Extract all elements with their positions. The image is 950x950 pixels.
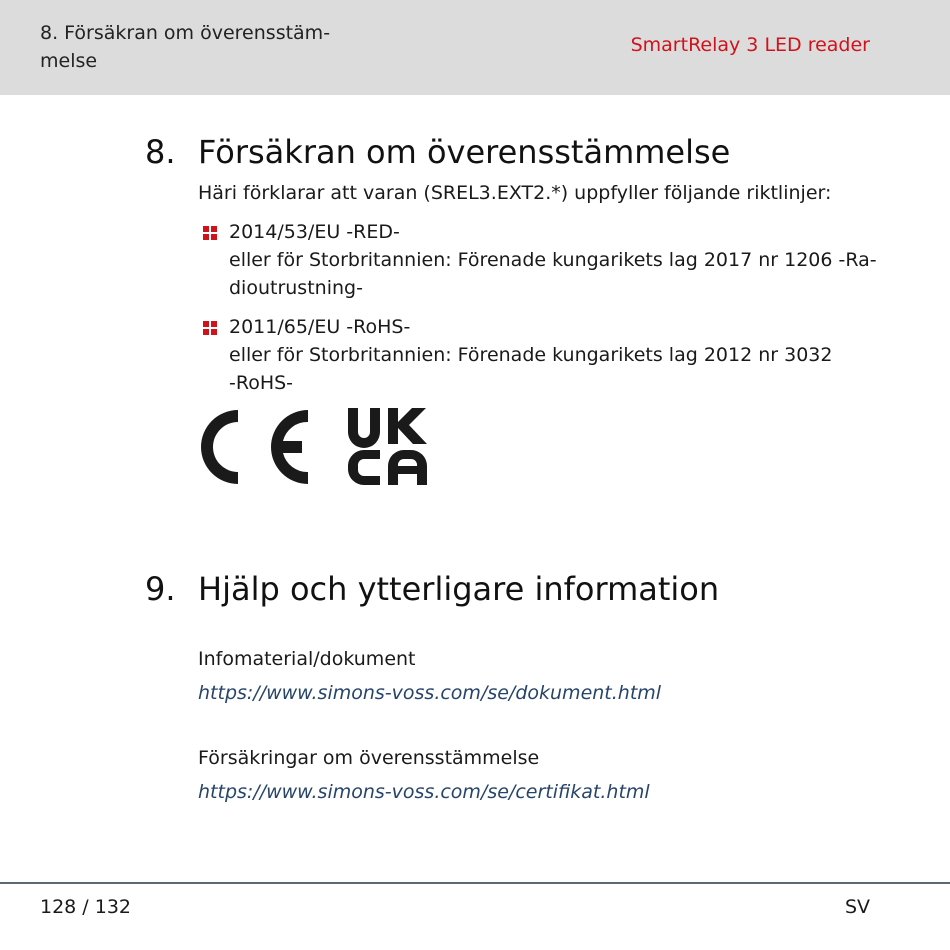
documents-link[interactable]: https://www.simons-voss.com/se/dokument.html [198, 682, 662, 704]
info-block-label: Infomaterial/dokument [198, 648, 416, 670]
section-9-heading [145, 569, 905, 609]
directive-line: eller för Storbritannien: Förenade kungarikets lag 2012 nr 3032 [229, 344, 833, 366]
section-9-number: 9. [145, 570, 176, 608]
bullet-square-icon [203, 321, 217, 335]
certificates-link[interactable]: https://www.simons-voss.com/se/certifikat.html [198, 781, 650, 803]
page-number: 128 / 132 [40, 896, 132, 918]
section-8-heading [145, 132, 905, 172]
footer-divider [0, 882, 950, 884]
language-code: SV [844, 896, 870, 918]
conformity-marks [198, 404, 438, 490]
ce-mark-icon [201, 410, 308, 484]
header-section-title [40, 19, 360, 75]
directive-line: dioutrustning- [229, 277, 363, 299]
directive-line: 2014/53/EU -RED- [229, 221, 400, 243]
directive-line: 2011/65/EU -RoHS- [229, 316, 411, 338]
header-section-line-1: 8. Försäkran om överensstäm- [40, 22, 331, 44]
bullet-square-icon [203, 226, 217, 240]
directive-list-item [198, 313, 878, 397]
section-8-title: Försäkran om överensstämmelse [198, 133, 731, 171]
section-9-title: Hjälp och ytterligare information [198, 570, 720, 608]
ukca-mark-icon [348, 408, 427, 485]
page-header [0, 0, 950, 95]
directive-list-item [198, 218, 878, 302]
header-product-name: SmartRelay 3 LED reader [630, 34, 870, 56]
directive-line: -RoHS- [229, 372, 294, 394]
directive-line: eller för Storbritannien: Förenade kungarikets lag 2017 nr 1206 -Ra- [229, 249, 877, 271]
section-8-number: 8. [145, 133, 176, 171]
section-8-intro: Häri förklarar att varan (SREL3.EXT2.*) uppfyller följande riktlinjer: [198, 182, 832, 204]
header-section-line-2: melse [40, 50, 98, 72]
info-block-label: Försäkringar om överensstämmelse [198, 747, 540, 769]
